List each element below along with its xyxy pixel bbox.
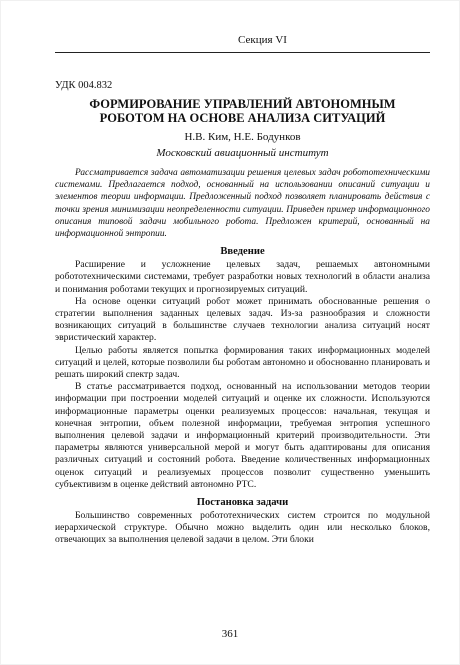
running-head	[55, 34, 430, 46]
udk-code: УДК 004.832	[55, 80, 113, 91]
title-line-1: ФОРМИРОВАНИЕ УПРАВЛЕНИЙ АВТОНОМНЫМ	[89, 97, 396, 111]
running-head-text: Секция VI	[238, 34, 287, 46]
section-heading-problem-statement: Постановка задачи	[196, 497, 289, 509]
article-body	[55, 80, 430, 547]
intro-paragraph-2: На основе оценки ситуаций робот может принимать обоснованные решения о стратегии выполнения заданных целевых задач. Из-за разнообразия и сложности возникающих ситуаций в большинстве случаев технологии анализа ситуаций носят эвристический характер.	[55, 295, 430, 344]
intro-paragraph-3: Целью работы является попытка формирования таких информационных моделей ситуаций и целей, которые позволили бы роботам автономно и обоснованно планировать и решать широкий спектр задач.	[55, 344, 430, 381]
page-number: 361	[221, 628, 239, 640]
section-heading-introduction: Введение	[220, 246, 265, 258]
article-title	[55, 97, 430, 125]
abstract: Рассматривается задача автоматизации решения целевых задач робототехническими системами. Предлагается подход, основанный на использовании описаний ситуации и элементов теории информации. Предложенный подход позволяет планировать действия с точки зрения минимизации неопределенности ситуации. Приведен пример информационного описания типовой задачи мобильного робота. Предложен критерий, основанный на информационной энтропии.	[55, 168, 430, 240]
problem-paragraph-1: Большинство современных робототехнических систем строится по модульной иерархической структуре. Обычно можно выделить один или несколько блоков, отвечающих за выполнения целевой задачи в целом. Эти блоки	[55, 510, 430, 546]
title-line-2: РОБОТОМ НА ОСНОВЕ АНАЛИЗА СИТУАЦИЙ	[99, 111, 386, 125]
intro-paragraph-1: Расширение и усложнение целевых задач, решаемых автономными робототехническими системами, требует разработки новых технологий в области анализа и понимания роботами текущих и прогнозируемых ситуаций.	[55, 259, 430, 295]
affiliation: Московский авиационный институт	[156, 147, 329, 159]
authors: Н.В. Ким, Н.Е. Бодунков	[184, 131, 301, 143]
header-rule	[55, 52, 430, 53]
intro-paragraph-4: В статье рассматривается подход, основанный на использовании методов теории информации при построении моделей ситуаций и оценке их сложности. Используются информационные параметры оценки реализуемых процессов: начальная, текущая и конечная энтропии, объем полезной информации, требуемая энтропия успешного выполнения целевой задачи и информационный критерий производительности. Эти параметры являются универсальной мерой и могут быть адаптированы для описания различных ситуаций и состояний робота. Введение количественных информационных оценок ситуаций и реализуемых процессов позволит существенно уменьшить субъективизм в оценке действий автономно РТС.	[55, 381, 430, 490]
